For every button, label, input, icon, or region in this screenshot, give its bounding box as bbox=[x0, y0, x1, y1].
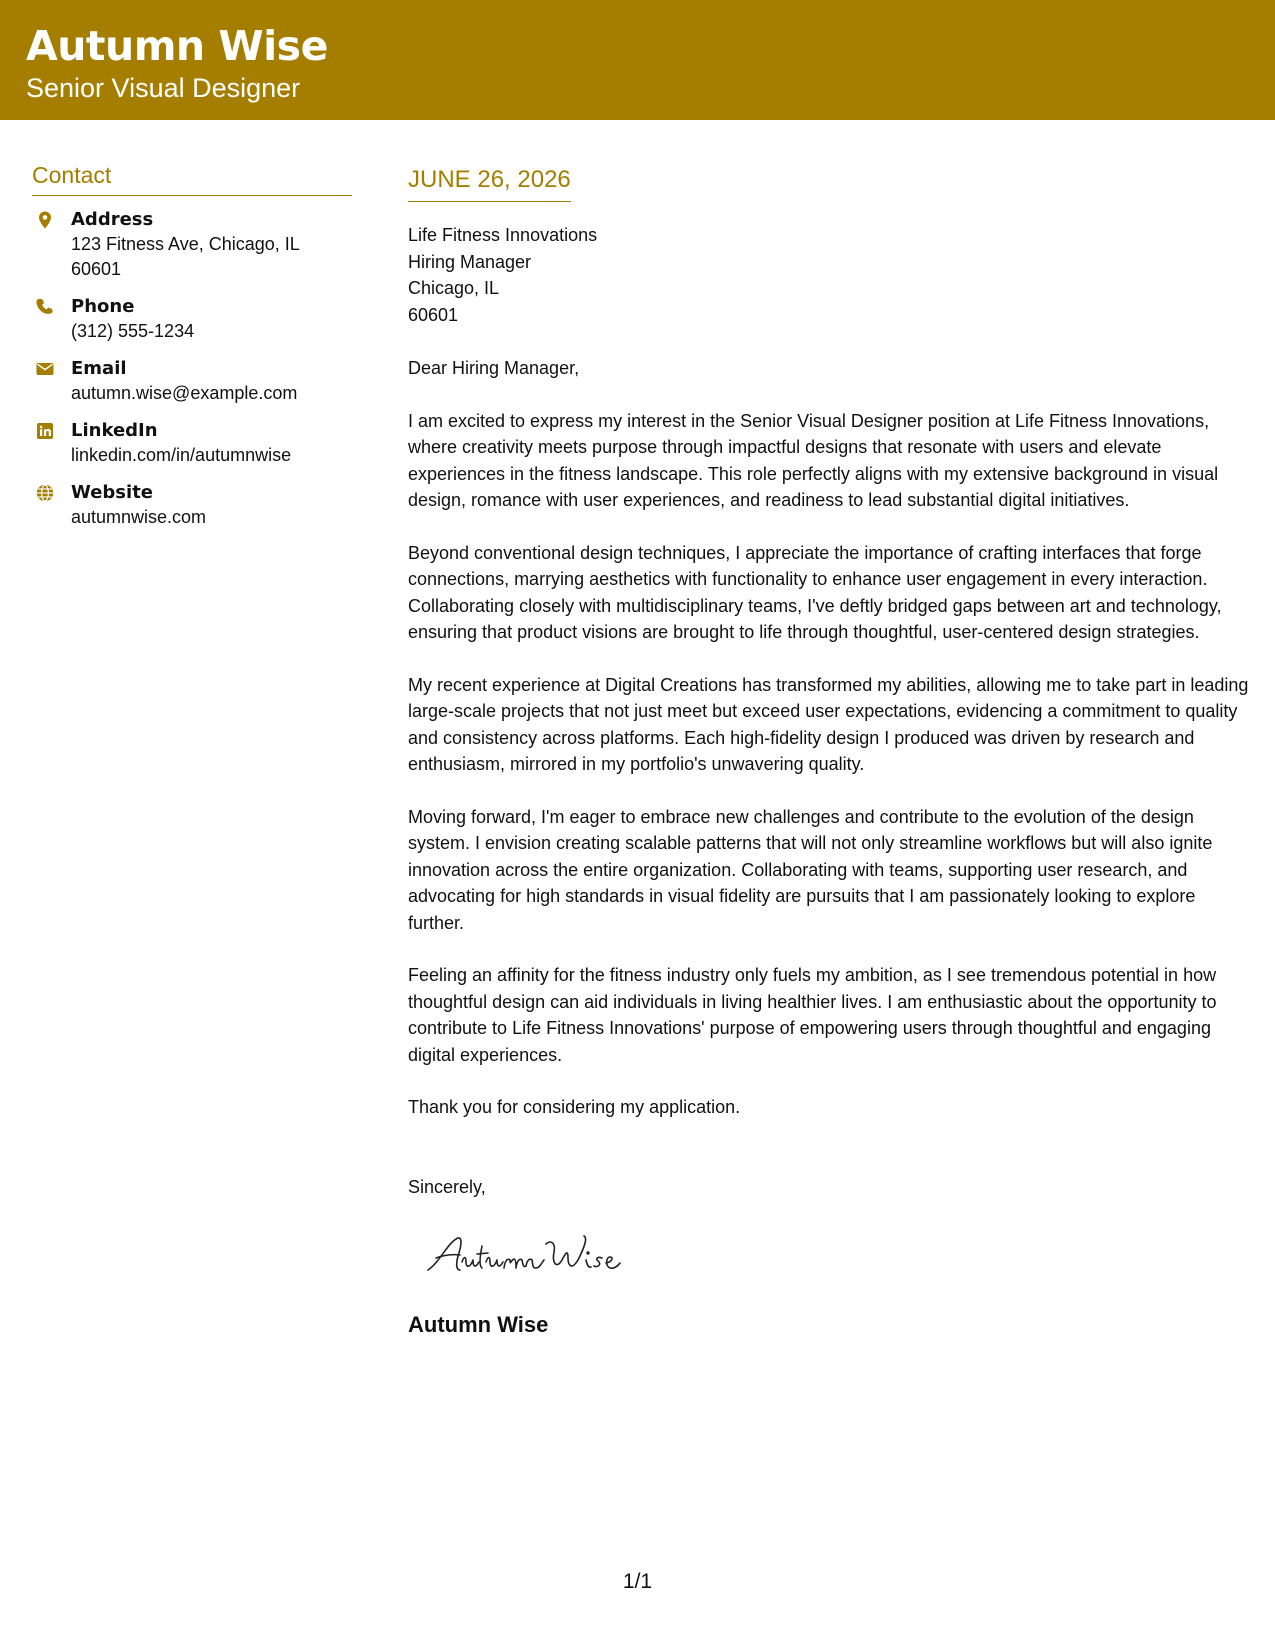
contact-sidebar bbox=[32, 162, 352, 543]
page-number: 1/1 bbox=[622, 1570, 653, 1593]
body-paragraph: Beyond conventional design techniques, I appreciate the importance of crafting interfaces that forge connections, marrying aesthetics with functionality to enhance user engagement in every interaction. Collaborating closely with multidisciplinary teams, I've deftly bridged gaps between art and technology, ensuring that product visions are brought to life through thoughtful, user-centered design strategies. bbox=[408, 542, 1222, 642]
recipient-contact: Hiring Manager bbox=[408, 251, 532, 272]
signature-graphic bbox=[422, 1222, 662, 1292]
phone-icon bbox=[35, 297, 55, 317]
contact-list bbox=[32, 208, 352, 530]
letter-date: JUNE 26, 2026 bbox=[408, 166, 571, 202]
applicant-title: Senior Visual Designer bbox=[26, 73, 301, 103]
thank-you-line: Thank you for considering my application. bbox=[408, 1097, 741, 1117]
letter-body bbox=[408, 166, 1253, 1338]
map-pin-icon bbox=[35, 210, 55, 230]
body-paragraph: Moving forward, I'm eager to embrace new challenges and contribute to the evolution of the design system. I envision creating scalable patterns that will not only streamline workflows but will also ignite innovation across the entire organization. Collaborating with teams, supporting user research, and advocating for high standards in visual fidelity are pursuits that I am passionately looking to explore further. bbox=[408, 806, 1213, 933]
handwritten-signature bbox=[422, 1222, 1253, 1292]
recipient-city: Chicago, IL bbox=[408, 278, 500, 298]
body-paragraph: I am excited to express my interest in the Senior Visual Designer position at Life Fitness Innovations, where creativity meets purpose through impactful designs that resonate with users and elevate experiences in the fitness landscape. This role perfectly aligns with my extensive background in visual design, romance with user experiences, and readiness to lead substantial digital initiatives. bbox=[408, 410, 1219, 510]
closing: Sincerely, bbox=[408, 1176, 486, 1197]
applicant-name: Autumn Wise bbox=[26, 22, 328, 70]
recipient-block bbox=[408, 222, 1253, 328]
contact-label: Email bbox=[71, 358, 127, 379]
contact-value: linkedin.com/in/autumnwise bbox=[71, 445, 292, 465]
linkedin-icon bbox=[35, 421, 55, 441]
contact-label: LinkedIn bbox=[71, 420, 158, 441]
contact-section-title: Contact bbox=[32, 162, 352, 196]
salutation: Dear Hiring Manager, bbox=[408, 358, 580, 378]
contact-item-website bbox=[32, 481, 352, 530]
contact-value: autumnwise.com bbox=[71, 507, 207, 527]
contact-value: 123 Fitness Ave, Chicago, IL 60601 bbox=[71, 234, 300, 279]
body-paragraph: Feeling an affinity for the fitness industry only fuels my ambition, as I see tremendous potential in how thoughtful design can aid individuals in living healthier lives. I am enthusiastic about the opportunity to contribute to Life Fitness Innovations' purpose of empowering users through thoughtful and engaging digital experiences. bbox=[408, 965, 1217, 1065]
body-paragraph: My recent experience at Digital Creations has transformed my abilities, allowing me to take part in leading large-scale projects that not just meet but exceed user expectations, evidencing a commitment to quality and consistency across platforms. Each high-fidelity design I produced was driven by research and enthusiasm, mirrored in my portfolio's unwavering quality. bbox=[408, 674, 1249, 774]
contact-value: (312) 555-1234 bbox=[71, 321, 195, 341]
globe-icon bbox=[35, 483, 55, 503]
contact-value: autumn.wise@example.com bbox=[71, 383, 298, 403]
contact-item-linkedin bbox=[32, 419, 352, 468]
email-icon bbox=[35, 359, 55, 379]
contact-label: Phone bbox=[71, 296, 135, 317]
contact-item-address bbox=[32, 208, 352, 282]
recipient-zip: 60601 bbox=[408, 304, 459, 325]
signer-name: Autumn Wise bbox=[408, 1312, 549, 1337]
contact-label: Website bbox=[71, 482, 154, 503]
contact-item-phone bbox=[32, 295, 352, 344]
header-band bbox=[0, 0, 1275, 120]
contact-label: Address bbox=[71, 209, 154, 230]
recipient-company: Life Fitness Innovations bbox=[408, 225, 598, 245]
contact-item-email bbox=[32, 357, 352, 406]
